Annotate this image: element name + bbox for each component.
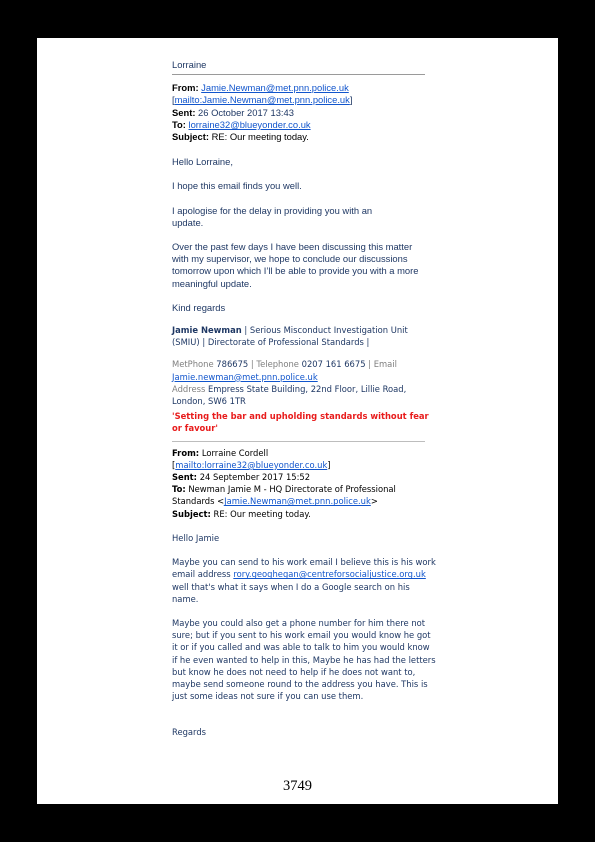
subject-value: RE: Our meeting today. xyxy=(210,508,311,519)
email2 xyxy=(172,447,437,739)
document-page xyxy=(37,38,558,804)
subject-label: Subject: xyxy=(172,508,211,519)
metphone-label: MetPhone xyxy=(172,359,217,370)
mailto-open: [ xyxy=(172,94,175,106)
mailto-close: ] xyxy=(327,459,331,470)
page-number: 3749 xyxy=(283,778,312,794)
email2-header xyxy=(172,447,437,520)
telephone-label: | Telephone xyxy=(248,359,302,370)
signature-unit: | Serious Misconduct Investigation Unit (SMIU) | Directorate of Professional Standards | xyxy=(172,325,408,348)
signature-email-link[interactable]: Jamie.newman@met.pnn.police.uk xyxy=(172,371,318,382)
subject-value: RE: Our meeting today. xyxy=(211,131,309,143)
email2-para1 xyxy=(172,556,437,605)
to-label: To: xyxy=(172,484,186,495)
email1-para3: Over the past few days I have been discussing this matter with my supervisor, we hope to conclude our discussions tomorrow upon which I’ll be able to provide you with a more meaningful update. xyxy=(172,241,419,289)
email1-para2: I apologise for the delay in providing you with an update. xyxy=(172,204,373,228)
sent-label: Sent: xyxy=(172,106,196,118)
mailto-open: [ xyxy=(172,459,176,470)
from-value: Lorraine Cordell xyxy=(199,447,269,458)
email1-header xyxy=(172,82,437,143)
email-thread xyxy=(172,58,437,739)
address-label: Address xyxy=(172,383,209,394)
from-label: From: xyxy=(172,82,199,94)
email-divider xyxy=(172,441,425,442)
subject-label: Subject: xyxy=(172,131,209,143)
email1-closing: Kind regards xyxy=(172,301,226,313)
mailto-link[interactable]: mailto:Jamie.Newman@met.pnn.police.uk xyxy=(174,94,350,106)
sent-value: 24 September 2017 15:52 xyxy=(197,472,311,483)
motto: 'Setting the bar and upholding standards without fear or favour' xyxy=(172,411,429,434)
signature-name: Jamie Newman xyxy=(172,325,242,336)
from-link[interactable]: Jamie.Newman@met.pnn.police.uk xyxy=(201,82,349,94)
telephone-value: 0207 161 6675 xyxy=(301,359,366,370)
email2-greeting: Hello Jamie xyxy=(172,532,220,543)
top-name: Lorraine xyxy=(172,59,207,70)
to-link[interactable]: lorraine32@blueyonder.co.uk xyxy=(188,118,311,130)
mailto-close: ] xyxy=(349,94,353,106)
email2-para1-link[interactable]: rory.geoghegan@centreforsocialjustice.org.uk xyxy=(233,569,426,580)
email1-para1: I hope this email finds you well. xyxy=(172,180,302,192)
email1-greeting: Hello Lorraine, xyxy=(172,156,233,168)
mailto-link[interactable]: mailto:lorraine32@blueyonder.co.uk xyxy=(175,459,328,470)
header-divider xyxy=(172,74,425,75)
address-value: Empress State Building, 22nd Floor, Lillie Road, London, SW6 1TR xyxy=(172,383,407,407)
sent-value: 26 October 2017 13:43 xyxy=(198,106,294,118)
email2-para1-start: Maybe you can send to his work email I believe this is his work email address xyxy=(172,557,436,580)
email2-para1-end: well that's what it says when I do a Google search on his name. xyxy=(172,581,410,604)
to-value: Newman Jamie M - HQ Directorate of Professional Standards < xyxy=(172,484,396,507)
metphone-value: 786675 xyxy=(216,359,249,370)
sent-label: Sent: xyxy=(172,472,198,483)
email2-para2: Maybe you could also get a phone number for him there not sure; but if you sent to his work email you would know he got it or if you called and was able to talk to him you would know if he even wanted to help in this, Maybe he has had the letters but know he does not need to help if he does not want to, maybe send someone round to the address you have. This is just some ideas not sure if you can use them. xyxy=(172,617,436,702)
email2-closing: Regards xyxy=(172,727,207,738)
email1-signature xyxy=(172,324,437,435)
email-label: | Email xyxy=(365,359,397,370)
to-label: To: xyxy=(172,118,186,130)
from-label: From: xyxy=(172,447,200,458)
to-close: > xyxy=(370,496,378,507)
to-link[interactable]: Jamie.Newman@met.pnn.police.uk xyxy=(224,496,371,507)
